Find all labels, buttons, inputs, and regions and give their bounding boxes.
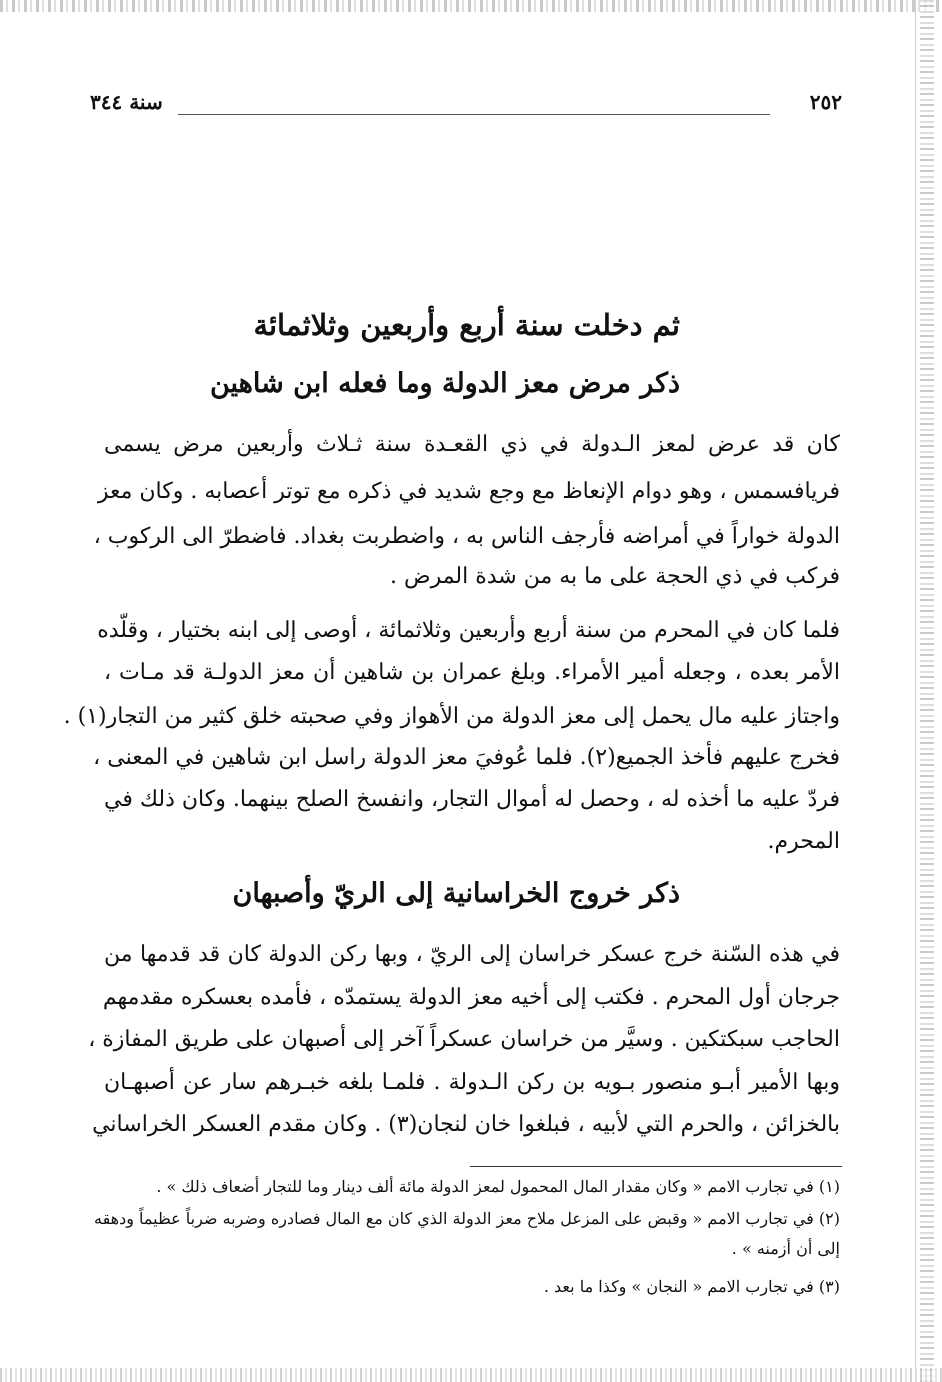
paragraph-line: وبها الأمير أبـو منصور بـويه بن ركن الـدولة . فلمـا بلغه خبـرهم سار عن أصبهـان (104, 1070, 840, 1095)
header-rule (178, 114, 770, 115)
right-border-rule (915, 0, 916, 1382)
footnote-2: (٢) في تجارب الامم « وقبض على المزعل ملاح معز الدولة الذي كان مع المال فصادره وضربه ضرباً عظيماً ودهقه (93, 1209, 840, 1228)
bottom-border-decoration (0, 1368, 942, 1382)
paragraph-line: الدولة خواراً في أمراضه فأرجف الناس به ، واضطربت بغداد. فاضطرّ الى الركوب ، (93, 524, 840, 549)
paragraph-line: كان قد عرض لمعز الـدولة في ذي القعـدة سنة ثـلاث وأربعين مرض يسمى (104, 432, 840, 457)
footnote-3: (٣) في تجارب الامم « النجان » وكذا ما بعد . (543, 1277, 840, 1296)
right-border-decoration (920, 0, 934, 1382)
paragraph-line: فريافسمس ، وهو دوام الإنعاظ مع وجع شديد في ذكره مع توتر أعصابه . وكان معز (97, 479, 840, 504)
running-header (90, 86, 842, 126)
page-number: ٢٥٢ (809, 90, 842, 114)
footnote-1: (١) في تجارب الامم « وكان مقدار المال المحمول لمعز الدولة مائة ألف دينار وما للتجار أضعاف ذلك » . (156, 1177, 840, 1196)
paragraph-line: فركب في ذي الحجة على ما به من شدة المرض . (389, 564, 840, 589)
paragraph-line: جرجان أول المحرم . فكتب إلى أخيه معز الدولة يستمدّه ، فأمده بعسكره مقدمهم (102, 985, 840, 1010)
paragraph-line: واجتاز عليه مال يحمل إلى معز الدولة من الأهواز وفي صحبته خلق كثير من التجار(١) . (63, 704, 840, 729)
top-border-decoration (0, 0, 942, 12)
paragraph-line: فلما كان في المحرم من سنة أربع وأربعين وثلاثمائة ، أوصى إلى ابنه بختيار ، وقلّده (97, 618, 840, 643)
section-heading-khorasan: ذكر خروج الخراسانية إلى الريّ وأصبهان (232, 878, 680, 909)
paragraph-line: فخرج عليهم فأخذ الجميع(٢). فلما عُوفيَ معز الدولة راسل ابن شاهين في المعنى ، (93, 745, 840, 770)
paragraph-line: الأمر بعده ، وجعله أمير الأمراء. وبلغ عمران بن شاهين أن معز الدولـة قد مـات ، (104, 660, 840, 685)
section-heading-illness: ذكر مرض معز الدولة وما فعله ابن شاهين (209, 368, 680, 399)
footnote-2-continued: إلى أن أزمنه » . (731, 1239, 840, 1258)
header-year: سنة ٣٤٤ (90, 90, 163, 114)
year-heading: ثم دخلت سنة أربع وأربعين وثلاثمائة (253, 308, 680, 342)
paragraph-line: بالخزائن ، والحرم التي لأبيه ، فبلغوا خان لنجان(٣) . وكان مقدم العسكر الخراساني (92, 1112, 840, 1137)
paragraph-line: في هذه السّنة خرج عسكر خراسان إلى الريّ ، وبها ركن الدولة كان قد قدمها من (104, 942, 840, 967)
paragraph-line: المحرم. (767, 829, 840, 854)
footnote-rule (470, 1166, 842, 1167)
paragraph-line: الحاجب سبكتكين . وسيَّر من خراسان عسكراً آخر إلى أصبهان على طريق المفازة ، (88, 1027, 840, 1052)
paragraph-line: فردّ عليه ما أخذه له ، وحصل له أموال التجار، وانفسخ الصلح بينهما. وكان ذلك في (104, 787, 840, 812)
